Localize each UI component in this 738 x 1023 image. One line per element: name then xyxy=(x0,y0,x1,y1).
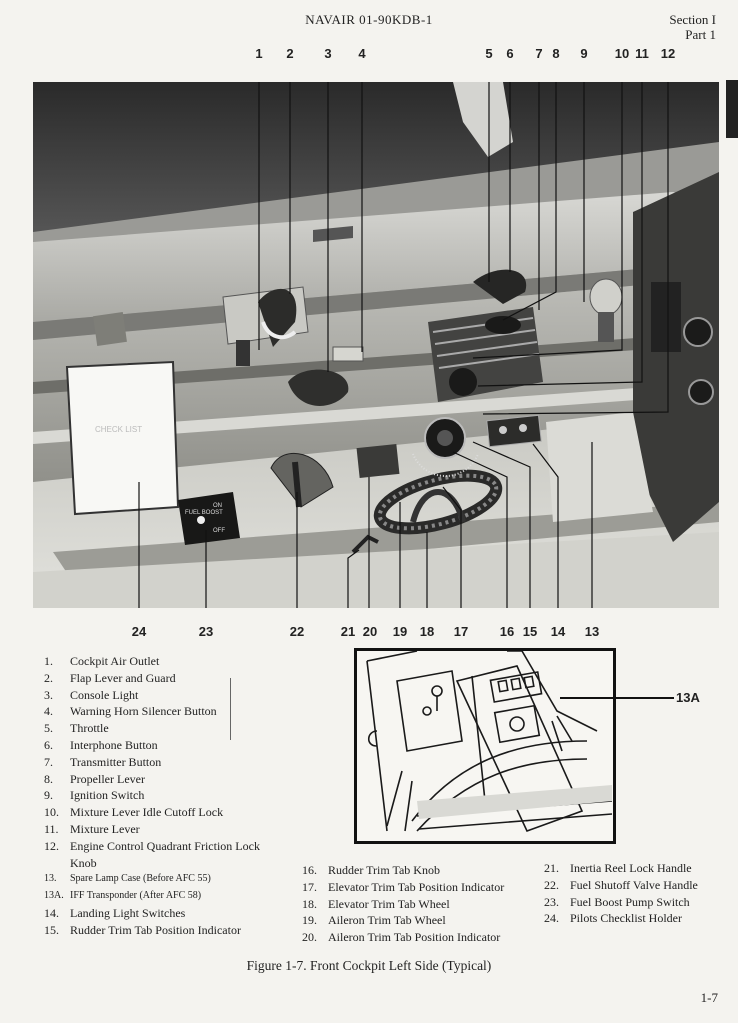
header-part-label: Part 1 xyxy=(685,27,716,42)
header-section-label: Section I xyxy=(669,12,716,27)
callout-number: 24 xyxy=(131,624,147,639)
inset-callout-label: 13A xyxy=(676,690,700,705)
legend-item: 15. Rudder Trim Tab Position Indicator xyxy=(44,922,241,937)
callout-number: 7 xyxy=(535,46,543,61)
legend-item: 20. Aileron Trim Tab Position Indicator xyxy=(302,930,501,945)
section-tab-mark xyxy=(726,80,738,138)
pencil-mark xyxy=(230,678,231,740)
header-doc-number: NAVAIR 01-90KDB-1 xyxy=(305,12,433,27)
callout-number: 21 xyxy=(340,624,356,639)
callout-number: 16 xyxy=(499,624,515,639)
checklist-label: CHECK LIST xyxy=(95,425,143,434)
callout-number: 8 xyxy=(552,46,560,61)
header-section xyxy=(669,12,716,42)
legend-item: 13. Spare Lamp Case (Before AFC 55) xyxy=(44,873,211,885)
callout-row-bottom xyxy=(0,624,738,642)
callout-number: 6 xyxy=(506,46,514,61)
legend-column-1 xyxy=(44,653,260,939)
legend-item: 7. Transmitter Button xyxy=(44,754,162,769)
callout-number: 2 xyxy=(286,46,294,61)
inset-leader-line xyxy=(560,697,674,699)
legend-item: 21. Inertia Reel Lock Handle xyxy=(544,861,692,875)
legend-item: 11. Mixture Lever xyxy=(44,821,140,836)
legend-item: 1. Cockpit Air Outlet xyxy=(44,654,160,668)
callout-number: 12 xyxy=(660,46,676,61)
legend-item: 23. Fuel Boost Pump Switch xyxy=(544,894,690,909)
callout-number: 13 xyxy=(584,624,600,639)
legend-item: 16. Rudder Trim Tab Knob xyxy=(302,863,440,877)
legend-item: 13A. IFF Transponder (After AFC 58) xyxy=(44,890,202,902)
legend-item: 17. Elevator Trim Tab Position Indicator xyxy=(302,879,505,894)
legend-column-3 xyxy=(544,860,698,927)
fuel-boost-off-label: OFF xyxy=(213,528,225,534)
callout-number: 19 xyxy=(392,624,408,639)
callout-number: 23 xyxy=(198,624,214,639)
legend-item: 8. Propeller Lever xyxy=(44,771,145,786)
callout-number: 5 xyxy=(485,46,493,61)
fuel-boost-label: FUEL BOOST xyxy=(185,510,223,516)
legend-item: 14. Landing Light Switches xyxy=(44,905,186,920)
cockpit-photo-drawing xyxy=(33,82,719,608)
legend-item: 12. Engine Control Quadrant Friction Lock xyxy=(44,838,260,853)
legend-item: 5. Throttle xyxy=(44,721,109,736)
callout-number: 1 xyxy=(255,46,263,61)
callout-number: 20 xyxy=(362,624,378,639)
legend-item: 9. Ignition Switch xyxy=(44,788,145,803)
inset-line-art xyxy=(357,651,613,841)
figure-caption: Figure 1-7. Front Cockpit Left Side (Typical) xyxy=(246,958,492,973)
legend-item: 18. Elevator Trim Tab Wheel xyxy=(302,896,450,911)
fuel-boost-on-label: ON xyxy=(213,503,222,509)
callout-number: 22 xyxy=(289,624,305,639)
callout-number: 17 xyxy=(453,624,469,639)
callout-number: 3 xyxy=(324,46,332,61)
legend-item-continuation: Knob xyxy=(70,855,97,870)
legend-item: 4. Warning Horn Silencer Button xyxy=(44,704,217,719)
cockpit-photo xyxy=(33,82,719,608)
callout-number: 15 xyxy=(522,624,538,639)
callout-number: 14 xyxy=(550,624,566,639)
legend-item: 22. Fuel Shutoff Valve Handle xyxy=(544,877,698,892)
legend-item: 3. Console Light xyxy=(44,687,139,702)
legend-item: 19. Aileron Trim Tab Wheel xyxy=(302,913,446,928)
legend-item: 24. Pilots Checklist Holder xyxy=(544,911,682,926)
callout-number: 4 xyxy=(358,46,366,61)
callout-number: 11 xyxy=(635,46,649,61)
legend-item: 10. Mixture Lever Idle Cutoff Lock xyxy=(44,805,224,820)
inset-drawing xyxy=(354,648,616,844)
legend-column-2 xyxy=(302,862,504,946)
callout-number: 9 xyxy=(580,46,588,61)
callout-number: 10 xyxy=(614,46,630,61)
page-number: 1-7 xyxy=(700,990,718,1005)
legend-item: 2. Flap Lever and Guard xyxy=(44,670,176,685)
callout-row-top xyxy=(0,46,738,64)
callout-number: 18 xyxy=(419,624,435,639)
legend-item: 6. Interphone Button xyxy=(44,737,158,752)
